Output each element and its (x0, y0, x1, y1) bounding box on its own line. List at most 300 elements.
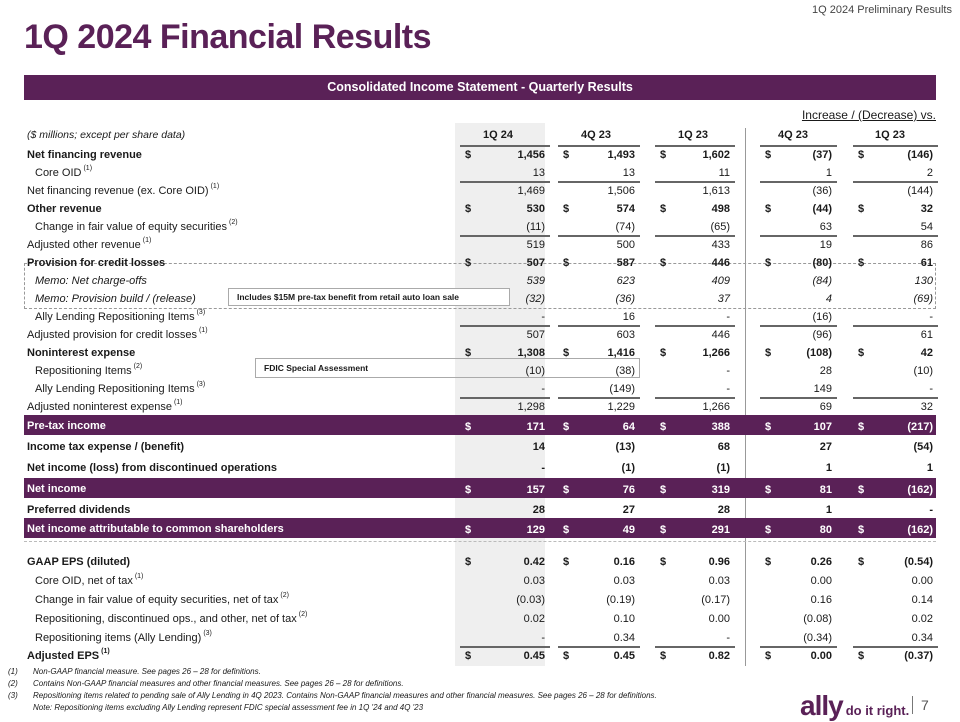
cell-value: 0.16 (810, 594, 832, 606)
cell-value: 86 (920, 239, 933, 251)
cell-value: 68 (717, 441, 730, 453)
cell-value: 1 (825, 167, 832, 179)
cell-value: (0.19) (606, 594, 635, 606)
currency-symbol: $ (858, 650, 865, 662)
footnote-ref: (2) (298, 611, 308, 618)
table-row (24, 379, 936, 397)
row-label-text: Adjusted provision for credit losses (27, 329, 197, 341)
cell-value: 0.42 (523, 556, 545, 568)
currency-symbol: $ (765, 524, 772, 536)
cell-value: 69 (819, 401, 832, 413)
cell-value: (13) (615, 441, 635, 453)
cell-value: 61 (920, 257, 933, 269)
footnote-ref: (3) (196, 309, 206, 316)
cell-value: 14 (532, 441, 545, 453)
cell-value: 28 (532, 504, 545, 516)
cell-value: - (541, 311, 545, 323)
cell-value: 1,266 (702, 347, 730, 359)
cell-value: 28 (819, 365, 832, 377)
cell-value: (0.54) (904, 556, 933, 568)
cell-value: 28 (717, 504, 730, 516)
total-rule (853, 181, 938, 183)
total-rule (655, 325, 735, 327)
currency-symbol: $ (465, 421, 472, 433)
cell-value: 1,266 (702, 401, 730, 413)
row-label (35, 575, 143, 587)
table-banner: Consolidated Income Statement - Quarterly Results (24, 75, 936, 100)
row-label-text: Repositioning Items (35, 365, 132, 377)
cell-value: (74) (615, 221, 635, 233)
cell-value: 446 (711, 257, 730, 269)
row-label-text: Net income (27, 483, 87, 495)
row-label-text: Adjusted noninterest expense (27, 401, 172, 413)
row-label (35, 221, 238, 233)
total-rule (760, 397, 837, 399)
cell-value: 64 (622, 421, 635, 433)
row-label (27, 650, 110, 662)
footnote-ref: (2) (280, 592, 289, 599)
cell-value: 32 (920, 401, 933, 413)
column-header: 1Q 23 (875, 129, 905, 141)
currency-symbol: $ (563, 650, 570, 662)
row-label (27, 239, 151, 251)
cell-value: (162) (907, 524, 933, 536)
cell-value: (16) (812, 311, 832, 323)
cell-value: 129 (526, 524, 545, 536)
row-label-text: Net financing revenue (ex. Core OID) (27, 185, 209, 197)
cell-value: (146) (907, 149, 933, 161)
table-row (24, 478, 936, 498)
footnote-number: (3) (8, 691, 18, 700)
row-label-text: Repositioning, discontinued ops., and other, net of tax (35, 613, 297, 625)
cell-value: - (541, 632, 545, 644)
footnote-ref: (1) (210, 183, 220, 190)
cell-value: 1,493 (607, 149, 635, 161)
cell-value: 27 (819, 441, 832, 453)
currency-symbol: $ (765, 484, 772, 496)
footnote (8, 679, 404, 688)
row-label-text: Adjusted EPS (27, 650, 100, 662)
currency-symbol: $ (660, 524, 667, 536)
currency-symbol: $ (465, 203, 472, 215)
row-label-text: Repositioning items (Ally Lending) (35, 632, 202, 644)
footnote-ref: (2) (133, 363, 143, 370)
cell-value: 0.00 (810, 575, 832, 587)
row-label (27, 504, 130, 516)
cell-value: 1,456 (517, 149, 545, 161)
table-row (24, 145, 936, 163)
cell-value: 0.00 (810, 650, 832, 662)
cell-value: 171 (526, 421, 545, 433)
cell-value: - (726, 365, 730, 377)
cell-value: 0.02 (911, 613, 933, 625)
cell-value: 0.16 (613, 556, 635, 568)
cell-value: - (929, 504, 933, 516)
cell-value: 498 (711, 203, 730, 215)
currency-symbol: $ (660, 149, 667, 161)
cell-value: 587 (616, 257, 635, 269)
total-rule (558, 646, 640, 648)
footnote-text: Note: Repositioning items excluding Ally Lending represent FDIC special assessment fee in 1Q '24 and 4Q '23 (33, 703, 424, 712)
cell-value: 61 (920, 329, 933, 341)
cell-value: 11 (718, 167, 730, 179)
cell-value: 1,469 (517, 185, 545, 197)
cell-value: 81 (819, 484, 832, 496)
row-label-text: Adjusted other revenue (27, 239, 141, 251)
footnote-ref: (1) (83, 165, 93, 172)
page-title: 1Q 2024 Financial Results (24, 18, 432, 56)
row-label (27, 523, 284, 535)
total-rule (655, 145, 735, 147)
cell-value: 0.34 (911, 632, 933, 644)
table-row (24, 181, 936, 199)
table-row (24, 590, 936, 608)
units-note: ($ millions; except per share data) (27, 129, 186, 141)
cell-value: - (929, 383, 933, 395)
cell-value: (69) (913, 293, 933, 305)
currency-symbol: $ (563, 421, 570, 433)
currency-symbol: $ (660, 484, 667, 496)
currency-symbol: $ (765, 650, 772, 662)
currency-symbol: $ (465, 484, 472, 496)
footnote-number: (2) (8, 679, 18, 688)
cell-value: (149) (609, 383, 635, 395)
table-row (24, 325, 936, 343)
total-rule (460, 235, 550, 237)
cell-value: (162) (907, 484, 933, 496)
cell-value: 0.26 (810, 556, 832, 568)
currency-symbol: $ (465, 257, 472, 269)
cell-value: 1,298 (517, 401, 545, 413)
cell-value: (36) (812, 185, 832, 197)
table-row (24, 415, 936, 435)
cell-value: 1,416 (607, 347, 635, 359)
cell-value: 0.45 (613, 650, 635, 662)
row-label-text: Core OID, net of tax (35, 575, 133, 587)
table-row (24, 571, 936, 589)
cell-value: 13 (532, 167, 545, 179)
cell-value: - (541, 383, 545, 395)
row-label (27, 462, 277, 474)
row-label-text: Other revenue (27, 203, 102, 215)
table-row (24, 253, 936, 271)
cell-value: 0.03 (613, 575, 635, 587)
currency-symbol: $ (660, 203, 667, 215)
cell-value: (10) (525, 365, 545, 377)
row-label (35, 594, 289, 606)
row-label-text: Provision for credit losses (27, 257, 166, 269)
footnote-ref: (1) (142, 237, 152, 244)
currency-symbol: $ (858, 257, 865, 269)
row-label (27, 483, 86, 495)
total-rule (460, 325, 550, 327)
cell-value: (96) (812, 329, 832, 341)
total-rule (760, 181, 837, 183)
column-header: 1Q 24 (483, 129, 513, 141)
row-label (27, 401, 183, 413)
cell-value: 1,602 (702, 149, 730, 161)
row-label (27, 185, 219, 197)
cell-value: 507 (526, 329, 545, 341)
currency-symbol: $ (465, 556, 472, 568)
cell-value: (36) (615, 293, 635, 305)
cell-value: 0.00 (708, 613, 730, 625)
cell-value: 0.14 (911, 594, 933, 606)
row-label-text: Core OID (35, 167, 82, 179)
column-header: 4Q 23 (778, 129, 808, 141)
total-rule (460, 646, 550, 648)
cell-value: (80) (812, 257, 832, 269)
column-header: 4Q 23 (581, 129, 611, 141)
cell-value: 319 (711, 484, 730, 496)
cell-value: 409 (711, 275, 730, 287)
cell-value: 76 (622, 484, 635, 496)
cell-value: 507 (526, 257, 545, 269)
row-label (35, 293, 196, 305)
row-label (27, 420, 106, 432)
currency-symbol: $ (660, 650, 667, 662)
cell-value: 13 (622, 167, 635, 179)
cell-value: (11) (526, 221, 545, 233)
column-header: 1Q 23 (678, 129, 708, 141)
cell-value: 0.82 (708, 650, 730, 662)
currency-symbol: $ (858, 421, 865, 433)
currency-symbol: $ (660, 556, 667, 568)
cell-value: 49 (622, 524, 635, 536)
cell-value: - (929, 311, 933, 323)
table-row (24, 609, 936, 627)
row-label-text: Ally Lending Repositioning Items (35, 311, 195, 323)
table-row (24, 235, 936, 253)
total-rule (655, 646, 735, 648)
increase-decrease-header: Increase / (Decrease) vs. (801, 108, 936, 122)
cell-value: 0.45 (523, 650, 545, 662)
total-rule (558, 397, 640, 399)
cell-value: 1,506 (607, 185, 635, 197)
table-row (24, 456, 936, 476)
cell-value: 0.34 (613, 632, 635, 644)
cell-value: (144) (907, 185, 933, 197)
currency-symbol: $ (858, 347, 865, 359)
table-row (24, 397, 936, 415)
total-rule (760, 235, 837, 237)
cell-value: 291 (711, 524, 730, 536)
deck-subtitle: 1Q 2024 Preliminary Results (811, 4, 952, 16)
cell-value: 4 (825, 293, 832, 305)
table-row (24, 550, 936, 570)
table-row (24, 498, 936, 518)
cell-value: 32 (920, 203, 933, 215)
row-label (27, 203, 102, 215)
currency-symbol: $ (563, 484, 570, 496)
footnote-text: Contains Non-GAAP financial measures and other financial measures. See pages 26 – 28 for definitions. (33, 679, 404, 688)
cell-value: 54 (920, 221, 933, 233)
cell-value: (32) (525, 293, 545, 305)
cell-value: 63 (819, 221, 832, 233)
currency-symbol: $ (765, 421, 772, 433)
cell-value: 433 (711, 239, 730, 251)
cell-value: (37) (812, 149, 832, 161)
footnote-ref: (3) (203, 630, 212, 637)
footnote-text: Non-GAAP financial measure. See pages 26 – 28 for definitions. (33, 667, 261, 676)
currency-symbol: $ (563, 524, 570, 536)
cell-value: 0.96 (708, 556, 730, 568)
cell-value: 1,613 (702, 185, 730, 197)
cell-value: 530 (526, 203, 545, 215)
cell-value: (38) (615, 365, 635, 377)
cell-value: 157 (526, 484, 545, 496)
footnote-ref: (1) (173, 399, 183, 406)
cell-value: (0.03) (516, 594, 545, 606)
cell-value: (54) (913, 441, 933, 453)
cell-value: (84) (812, 275, 832, 287)
total-rule (558, 181, 640, 183)
footnote-ref: (1) (134, 573, 144, 580)
currency-symbol: $ (765, 149, 772, 161)
total-rule (558, 145, 640, 147)
row-label-text: Net financing revenue (27, 149, 142, 161)
cell-value: - (726, 383, 730, 395)
currency-symbol: $ (563, 149, 570, 161)
cell-value: 37 (717, 293, 730, 305)
cell-value: (1) (621, 462, 635, 474)
footnote-ref: (1) (198, 327, 208, 334)
currency-symbol: $ (765, 556, 772, 568)
total-rule (853, 235, 938, 237)
cell-value: (0.08) (803, 613, 832, 625)
total-rule (760, 325, 837, 327)
footnote-text: Repositioning items related to pending sale of Ally Lending in 4Q 2023. Contains Non-GAAP financial measures and other financial measures. See pages 26 – 28 for definitions. (33, 691, 657, 700)
cell-value: 0.10 (613, 613, 635, 625)
cell-value: 42 (920, 347, 933, 359)
row-label (35, 613, 307, 625)
cell-value: 574 (616, 203, 635, 215)
currency-symbol: $ (660, 347, 667, 359)
cell-value: 446 (711, 329, 730, 341)
cell-value: - (541, 462, 545, 474)
currency-symbol: $ (465, 149, 472, 161)
currency-symbol: $ (765, 257, 772, 269)
table-row (24, 628, 936, 646)
total-rule (655, 181, 735, 183)
row-label (35, 632, 212, 644)
cell-value: 0.03 (708, 575, 730, 587)
row-label-text: GAAP EPS (diluted) (27, 556, 131, 568)
row-label-text: Memo: Provision build / (release) (35, 293, 196, 305)
eps-separator (24, 541, 936, 542)
cell-value: 0.02 (523, 613, 545, 625)
cell-value: (0.17) (701, 594, 730, 606)
currency-symbol: $ (765, 203, 772, 215)
total-rule (853, 325, 938, 327)
table-row (24, 199, 936, 217)
footnote-ref: (2) (229, 219, 238, 226)
cell-value: 0.00 (911, 575, 933, 587)
currency-symbol: $ (660, 257, 667, 269)
currency-symbol: $ (858, 556, 865, 568)
total-rule (460, 145, 550, 147)
cell-value: 1 (825, 462, 832, 474)
currency-symbol: $ (765, 347, 772, 359)
cell-value: 1,229 (607, 401, 635, 413)
cell-value: 539 (526, 275, 545, 287)
footnote (8, 691, 657, 700)
total-rule (760, 646, 837, 648)
currency-symbol: $ (563, 203, 570, 215)
cell-value: 149 (813, 383, 832, 395)
cell-value: 80 (819, 524, 832, 536)
cell-value: 603 (616, 329, 635, 341)
cell-value: 0.03 (523, 575, 545, 587)
table-row (24, 307, 936, 325)
total-rule (558, 325, 640, 327)
row-label-text: Change in fair value of equity securities (35, 221, 227, 233)
row-label-text: Noninterest expense (27, 347, 136, 359)
cell-value: - (726, 632, 730, 644)
cell-value: 500 (616, 239, 635, 251)
table-row (24, 435, 936, 455)
row-label-text: Memo: Net charge-offs (35, 275, 147, 287)
table-row (24, 646, 936, 664)
cell-value: (217) (907, 421, 933, 433)
cell-value: (0.34) (803, 632, 832, 644)
currency-symbol: $ (858, 484, 865, 496)
cell-value: 1 (825, 504, 832, 516)
table-row (24, 163, 936, 181)
currency-symbol: $ (858, 149, 865, 161)
row-label (27, 257, 165, 269)
page-number: 7 (912, 696, 929, 714)
ally-logo: ally do it right. (800, 690, 910, 721)
total-rule (460, 181, 550, 183)
total-rule (760, 145, 837, 147)
total-rule (853, 145, 938, 147)
currency-symbol: $ (563, 556, 570, 568)
row-label (27, 441, 184, 453)
cell-value: 623 (616, 275, 635, 287)
cell-value: (65) (710, 221, 730, 233)
total-rule (655, 397, 735, 399)
footnote-ref: (1) (101, 648, 110, 655)
row-label (35, 365, 142, 377)
footnote (8, 667, 261, 676)
table-row (24, 518, 936, 538)
currency-symbol: $ (858, 524, 865, 536)
cell-value: 1,308 (517, 347, 545, 359)
currency-symbol: $ (465, 347, 472, 359)
currency-symbol: $ (465, 650, 472, 662)
cell-value: 130 (914, 275, 933, 287)
cell-value: 2 (926, 167, 933, 179)
row-label-text: Income tax expense / (benefit) (27, 441, 185, 453)
total-rule (853, 397, 938, 399)
row-label-text: Ally Lending Repositioning Items (35, 383, 195, 395)
currency-symbol: $ (563, 347, 570, 359)
currency-symbol: $ (465, 524, 472, 536)
currency-symbol: $ (858, 203, 865, 215)
currency-symbol: $ (660, 421, 667, 433)
cell-value: 19 (819, 239, 832, 251)
cell-value: 519 (526, 239, 545, 251)
row-label-text: Preferred dividends (27, 504, 131, 516)
footnote-ref: (3) (196, 381, 206, 388)
row-label (27, 149, 142, 161)
row-label-text: Pre-tax income (27, 420, 106, 432)
total-rule (655, 235, 735, 237)
row-label (27, 329, 208, 341)
row-label (35, 311, 205, 323)
table-row (24, 217, 936, 235)
